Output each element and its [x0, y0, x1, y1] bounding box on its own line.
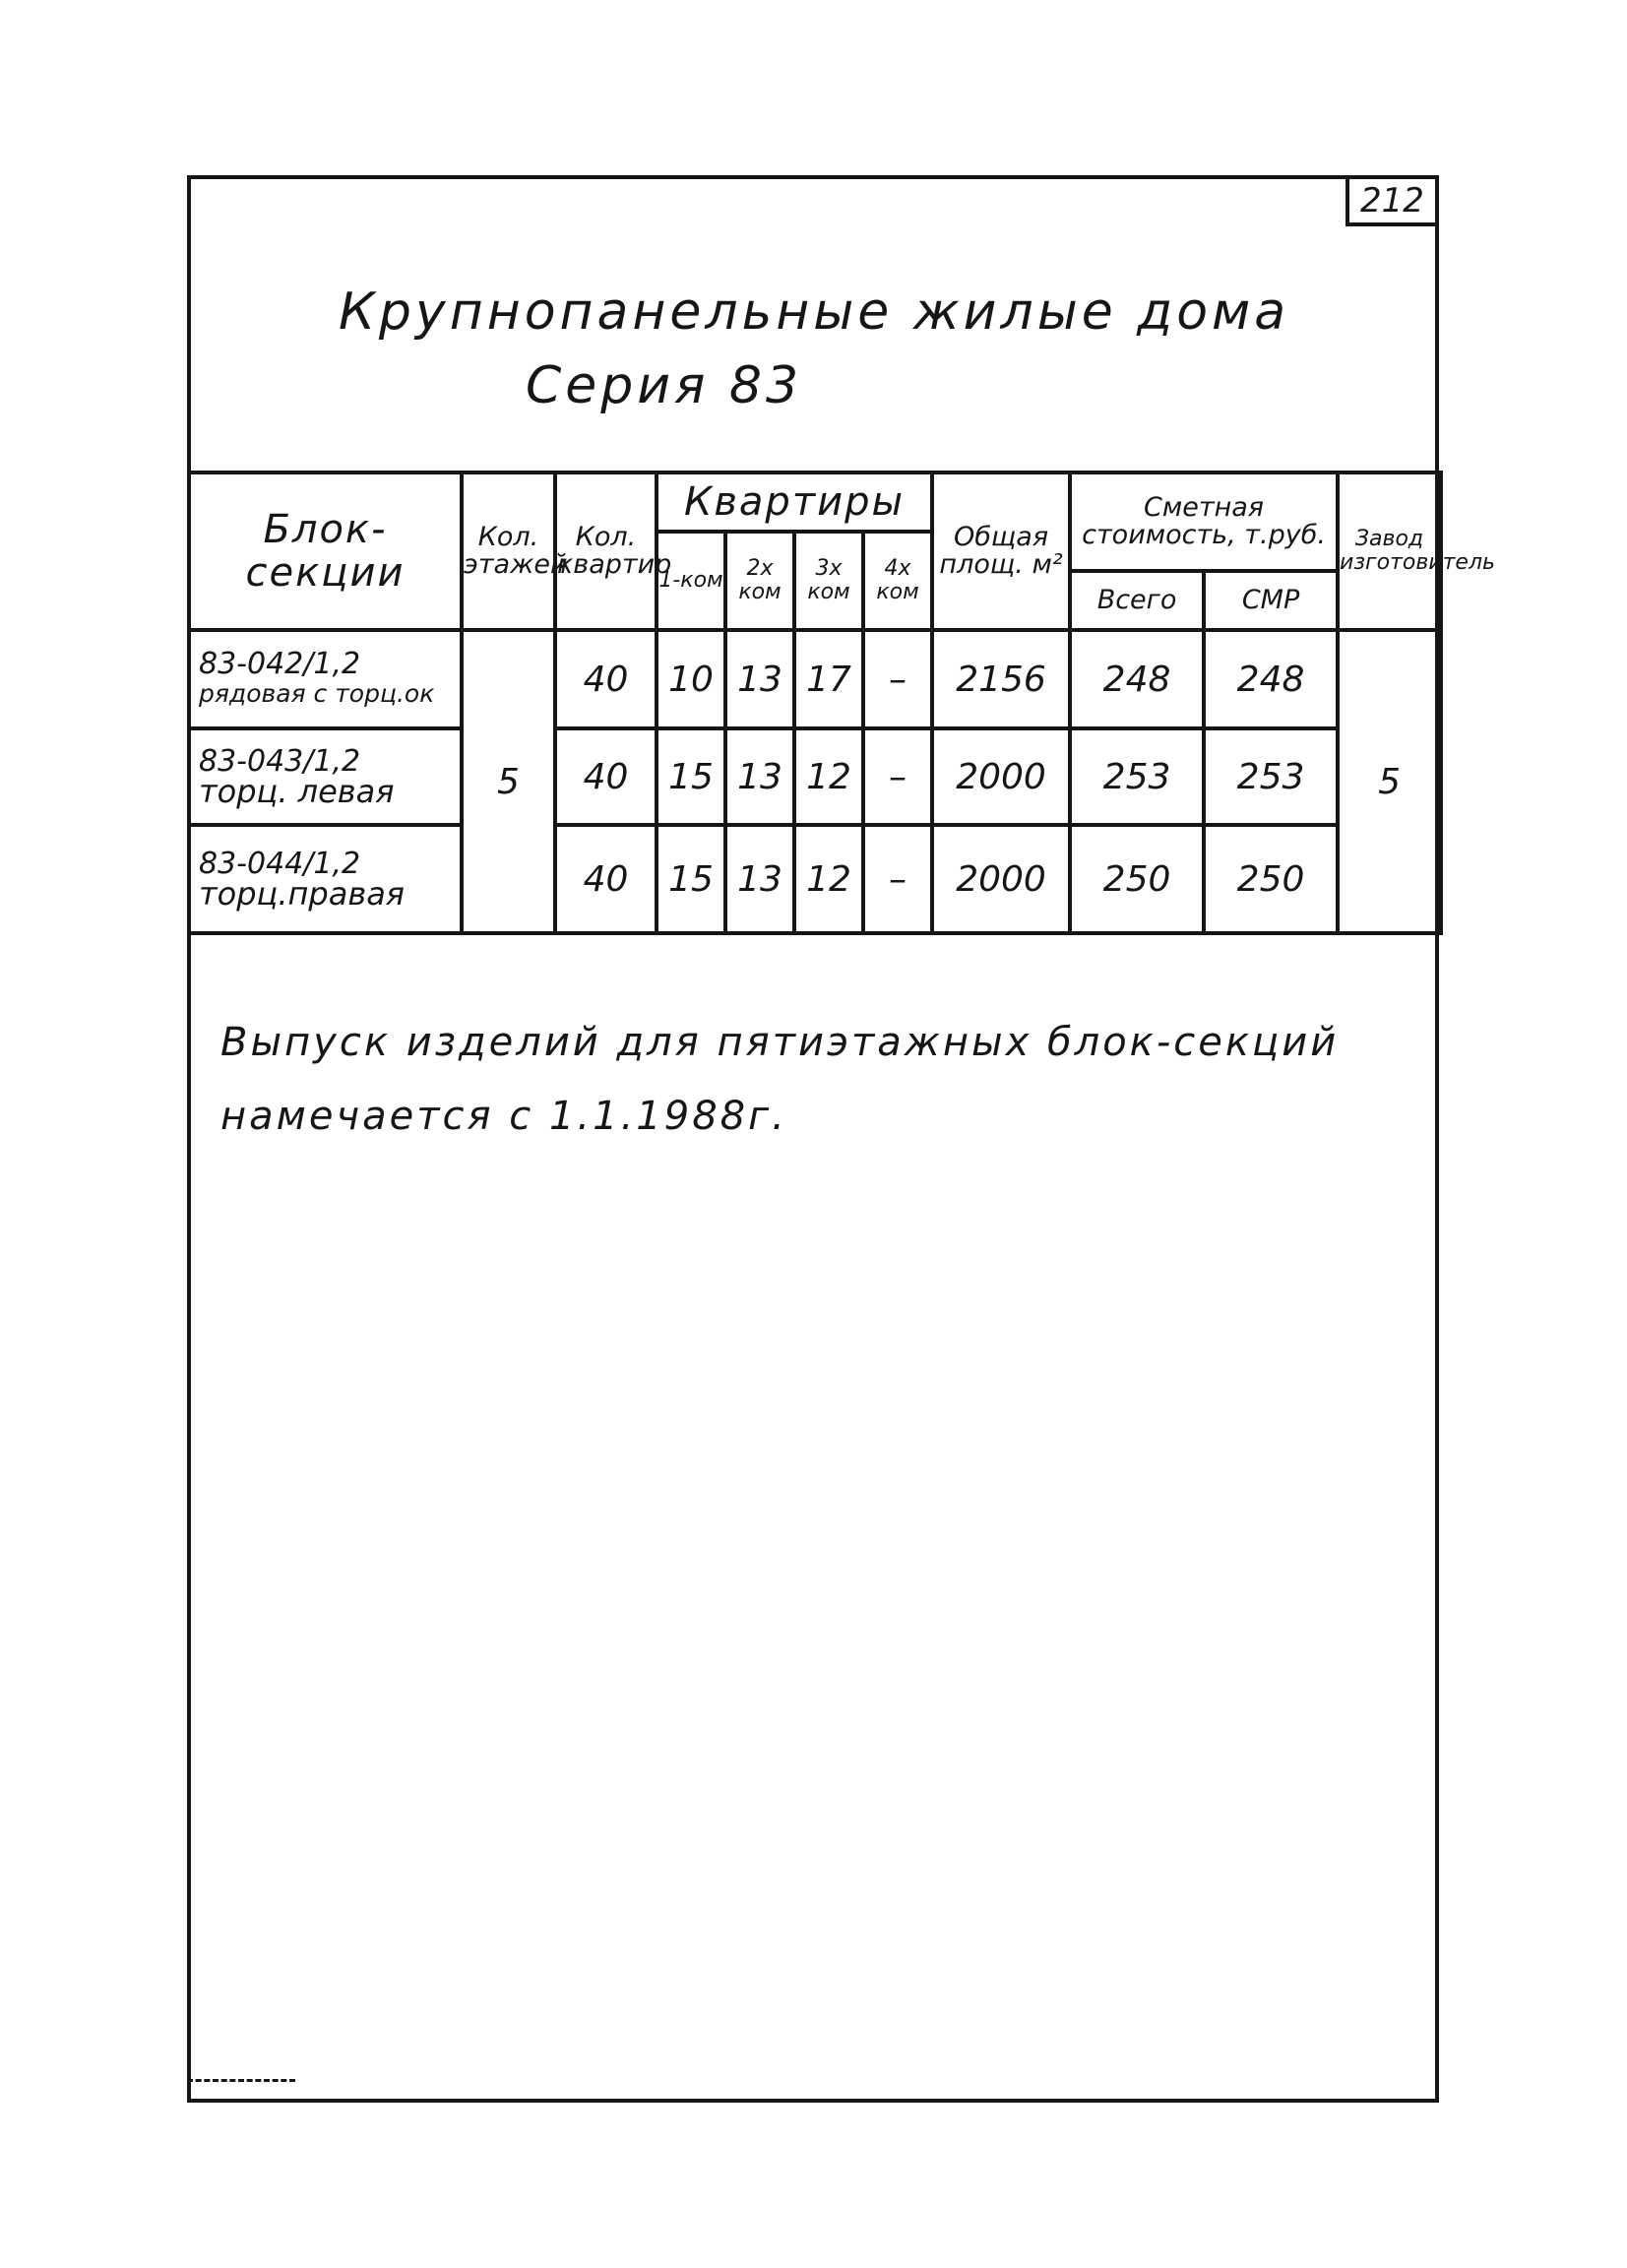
block-desc: торц.правая — [199, 875, 406, 913]
block-desc: торц. левая — [199, 773, 395, 810]
header-cost-total: Всего — [1070, 571, 1204, 630]
table-row — [189, 630, 1441, 728]
page-number: 212 — [1345, 175, 1439, 226]
cost-smr-value: 248 — [1204, 630, 1338, 728]
header-rooms-3: 3х ком — [794, 532, 863, 630]
header-rooms-4: 4х ком — [863, 532, 932, 630]
rooms-2-value: 13 — [725, 630, 794, 728]
apartments-value: 40 — [555, 630, 657, 728]
rooms-4-value: – — [863, 630, 932, 728]
area-value: 2156 — [932, 630, 1070, 728]
header-rooms-2: 2х ком — [725, 532, 794, 630]
release-note — [220, 1006, 1339, 1154]
drawing-sheet — [187, 175, 1495, 2103]
release-note-line-2: намечается с 1.1.1988г. — [220, 1094, 787, 1139]
rooms-1-value: 15 — [657, 728, 725, 825]
block-sections-table — [187, 471, 1495, 935]
header-area: Общая площ. м² — [932, 472, 1070, 630]
block-name-cell — [189, 630, 462, 728]
rooms-1-value: 15 — [657, 825, 725, 933]
block-code: 83-043/1,2 — [199, 744, 361, 779]
apartments-value: 40 — [555, 728, 657, 825]
header-cost: Сметная стоимость, т.руб. — [1070, 472, 1338, 571]
header-rooms-1: 1-ком — [657, 532, 725, 630]
block-name-cell — [189, 825, 462, 933]
rooms-2-value: 13 — [725, 728, 794, 825]
floors-value: 5 — [462, 630, 555, 933]
header-cost-smr: СМР — [1204, 571, 1338, 630]
cost-smr-value: 250 — [1204, 825, 1338, 933]
cost-total-value: 253 — [1070, 728, 1204, 825]
rooms-4-value: – — [863, 728, 932, 825]
title-block — [191, 179, 1435, 474]
release-note-line-1: Выпуск изделий для пятиэтажных блок-секций — [220, 1020, 1340, 1065]
header-block: Блок-секции — [189, 472, 462, 630]
title-line-1: Крупнопанельные жилые дома — [339, 283, 1290, 342]
area-value: 2000 — [932, 825, 1070, 933]
block-desc: рядовая с торц.ок — [199, 679, 435, 708]
header-floors: Кол. этажей — [462, 472, 555, 630]
header-factory: Завод изготовитель — [1338, 472, 1441, 630]
header-apartments: Квартиры — [657, 472, 932, 532]
header-apartments-count: Кол. квартир — [555, 472, 657, 630]
title-line-2: Серия 83 — [526, 356, 803, 415]
rooms-1-value: 10 — [657, 630, 725, 728]
block-code: 83-042/1,2 — [199, 647, 361, 681]
area-value: 2000 — [932, 728, 1070, 825]
rooms-4-value: – — [863, 825, 932, 933]
block-name-cell — [189, 728, 462, 825]
cost-total-value: 250 — [1070, 825, 1204, 933]
table-row — [189, 728, 1441, 825]
rooms-3-value: 17 — [794, 630, 863, 728]
table-row — [189, 825, 1441, 933]
rooms-3-value: 12 — [794, 825, 863, 933]
apartments-value: 40 — [555, 825, 657, 933]
cost-smr-value: 253 — [1204, 728, 1338, 825]
rooms-3-value: 12 — [794, 728, 863, 825]
block-code: 83-044/1,2 — [199, 847, 361, 881]
rooms-2-value: 13 — [725, 825, 794, 933]
cost-total-value: 248 — [1070, 630, 1204, 728]
factory-value: 5 — [1338, 630, 1441, 933]
header-row-1 — [189, 472, 1441, 532]
scan-edge-dash — [187, 2079, 295, 2082]
